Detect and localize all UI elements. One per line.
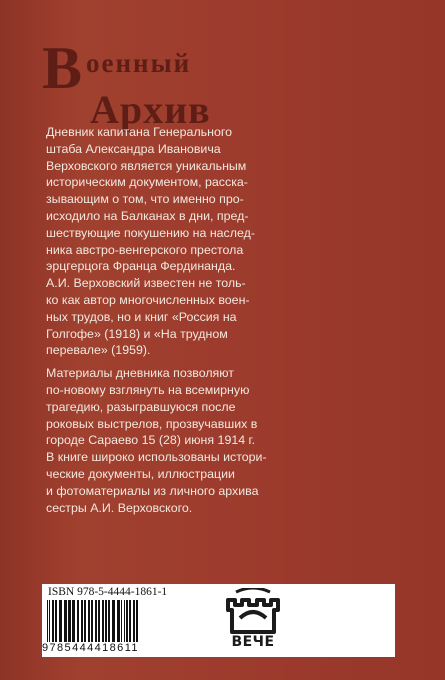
- barcode-digits: 9785444418611: [42, 642, 139, 654]
- barcode-icon: [46, 600, 172, 642]
- barcode-bar: [108, 600, 110, 642]
- description-paragraph-2: [46, 365, 400, 516]
- barcode-bar: [72, 600, 75, 642]
- series-logo-word-1: оенный: [86, 48, 192, 78]
- description-line: городе Сараево 15 (28) июня 1914 г.: [46, 433, 256, 448]
- series-logo-initial-1: В: [42, 35, 83, 101]
- barcode-bar: [129, 600, 131, 642]
- barcode-bar: [98, 600, 100, 642]
- barcode-bar: [49, 600, 50, 642]
- publisher-name: ВЕЧЕ: [231, 634, 275, 650]
- description-line: сестры А.И. Верховского.: [46, 500, 193, 515]
- barcode-bar: [105, 600, 107, 642]
- description-line: ных трудов, но и книг «Россия на: [46, 309, 237, 324]
- description-line: штаба Александра Ивановича: [46, 141, 221, 156]
- barcode-bar: [136, 600, 138, 642]
- barcode-bar: [47, 600, 48, 642]
- barcode-bar: [77, 600, 79, 642]
- barcode-bar: [68, 600, 71, 642]
- description-line: трагедию, разыгравшуюся после: [46, 399, 236, 414]
- barcode-bar: [55, 600, 57, 642]
- series-logo-word-2-rest: рхив: [119, 87, 211, 132]
- barcode-bar: [52, 600, 54, 642]
- isbn-number: ISBN 978-5-4444-1861-1: [48, 586, 168, 598]
- description-line: и фотоматериалы из личного архива: [46, 483, 259, 498]
- barcode-bar: [117, 600, 120, 642]
- barcode-panel: [42, 584, 395, 657]
- publisher-logo: [218, 588, 288, 654]
- description-line: эрцгерцога Франца Фердинанда.: [46, 259, 236, 274]
- description-line: А.И. Верховский известен не толь-: [46, 276, 246, 291]
- description-line: перевале» (1959).: [46, 343, 151, 358]
- barcode-bar: [126, 600, 128, 642]
- description-line: зывающим о том, что именно про-: [46, 192, 244, 207]
- barcode-bar: [112, 600, 115, 642]
- book-description: [46, 124, 400, 522]
- description-line: исходило на Балканах в дни, пред-: [46, 208, 249, 223]
- barcode-bar: [121, 600, 122, 642]
- barcode-bar: [59, 600, 62, 642]
- description-line: Материалы дневника позволяют: [46, 366, 234, 381]
- barcode-bar: [95, 600, 97, 642]
- description-line: по-новому взглянуть на всемирную: [46, 382, 250, 397]
- description-paragraph-1: [46, 124, 400, 359]
- barcode-bar: [81, 600, 83, 642]
- barcode-bar: [64, 600, 67, 642]
- description-line: шествующие покушению на наслед-: [46, 225, 255, 240]
- description-line: В книге широко использованы истори-: [46, 450, 267, 465]
- description-line: Верховского является уникальным: [46, 158, 247, 173]
- barcode-bar: [124, 600, 125, 642]
- castle-tower-icon: [218, 588, 288, 636]
- description-line: Дневник капитана Генерального: [46, 125, 232, 139]
- barcode-bar: [91, 600, 93, 642]
- barcode-bar: [133, 600, 135, 642]
- barcode-bar: [102, 600, 104, 642]
- barcode-bar: [88, 600, 90, 642]
- description-line: Голгофе» (1918) и «На трудном: [46, 326, 228, 341]
- description-line: историческим документом, расска-: [46, 175, 248, 190]
- barcode-bar: [84, 600, 86, 642]
- description-line: ника австро-венгерского престола: [46, 242, 244, 257]
- series-logo-initial-2: А: [90, 87, 120, 132]
- description-line: роковых выстрелов, прозвучавших в: [46, 416, 258, 431]
- description-line: ческие документы, иллюстрации: [46, 466, 235, 481]
- description-line: ко как автор многочисленных воен-: [46, 292, 250, 307]
